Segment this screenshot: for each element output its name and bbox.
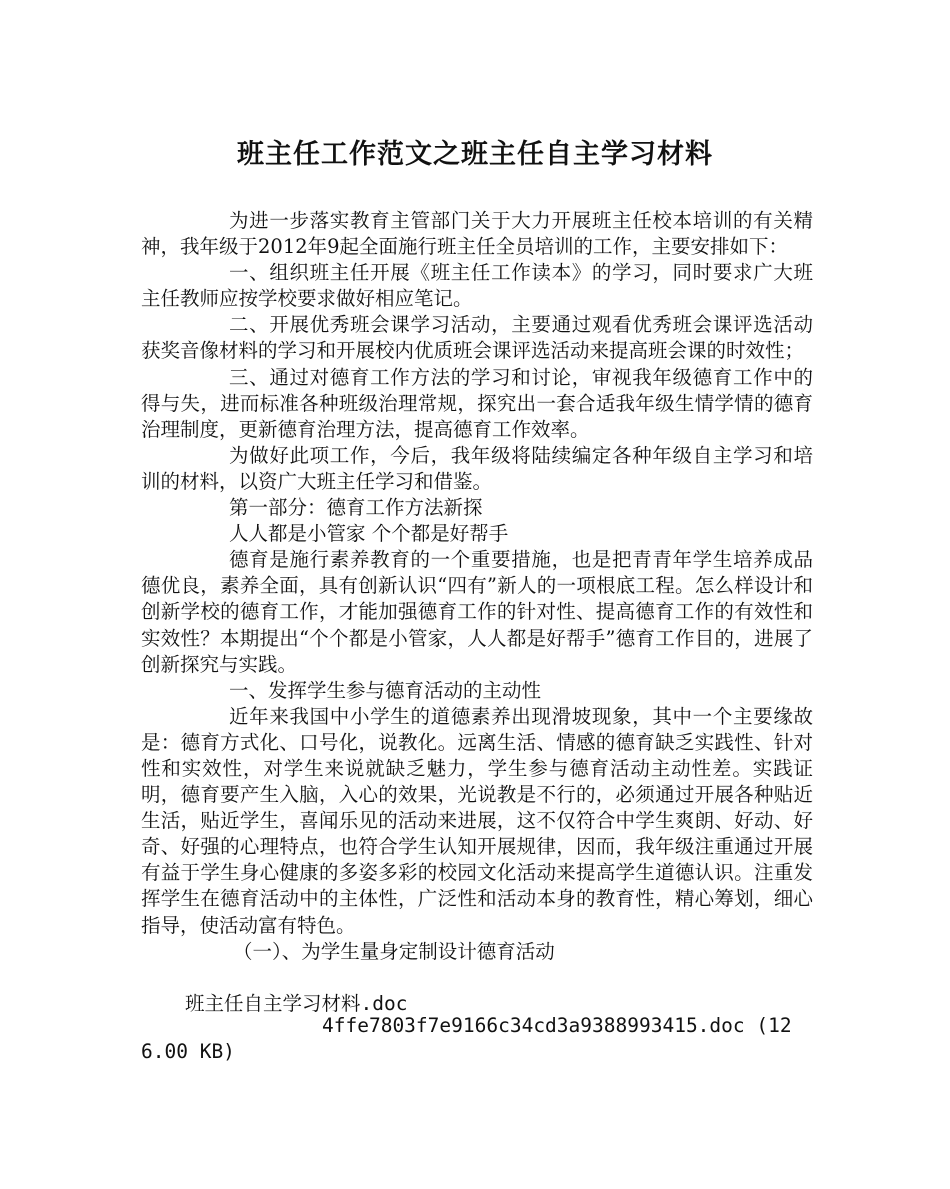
paragraph-item-3: 三、通过对德育工作方法的学习和讨论，审视我年级德育工作中的得与失，进而标准各种班级治理常规，探究出一套合适我年级生情学情的德育治理制度，更新德育治理方法，提高德育工作效率。: [141, 365, 813, 441]
paragraph-intro: 为进一步落实教育主管部门关于大力开展班主任校本培训的有关精神，我年级于2012年9起全面施行班主任全员培训的工作，主要安排如下：: [141, 209, 813, 259]
section-subtitle: 人人都是小管家 个个都是好帮手: [229, 522, 509, 546]
section-heading: 第一部分：德育工作方法新探: [229, 496, 483, 520]
paragraph-recent-years: 近年来我国中小学生的道德素养出现滑坡现象，其中一个主要缘故是：德育方式化、口号化，说教化。远离生活、情感的德育缺乏实践性、针对性和实效性，对学生来说就缺乏魅力，学生参与德育活动主动性差。实践证明，德育要产生入脑，入心的效果，光说教是不行的，必须通过开展各种贴近生活，贴近学生，喜闻乐见的活动来进展，这不仅符合中学生爽朗、好动、好奇、好强的心理特点，也符合学生认知开展规律，因而，我年级注重通过开展有益于学生身心健康的多姿多彩的校园文化活动来提高学生道德认识。注重发挥学生在德育活动中的主体性，广泛性和活动本身的教育性，精心筹划，细心指导，使活动富有特色。: [141, 704, 813, 937]
attachment-name[interactable]: 班主任自主学习材料.doc: [185, 992, 408, 1015]
paragraph-plan: 为做好此项工作，今后，我年级将陆续编定各种年级自主学习和培训的材料，以资广大班主任学习和借鉴。: [141, 443, 813, 493]
attachment-file-link[interactable]: 4ffe7803f7e9166c34cd3a9388993415.doc (126.00 KB): [141, 1014, 792, 1063]
paragraph-moral-education: 德育是施行素养教育的一个重要措施，也是把青青年学生培养成品德优良，素养全面，具有创新认识“四有”新人的一项根底工程。怎么样设计和创新学校的德育工作，才能加强德育工作的针对性、提高德育工作的有效性和实效性？本期提出“个个都是小管家，人人都是好帮手”德育工作目的，进展了创新探究与实践。: [141, 548, 813, 676]
paragraph-item-2: 二、开展优秀班会课学习活动，主要通过观看优秀班会课评选活动获奖音像材料的学习和开展校内优质班会课评选活动来提高班会课的时效性；: [141, 313, 813, 363]
document-body: [141, 208, 813, 965]
document-title: 班主任工作范文之班主任自主学习材料: [237, 139, 713, 170]
paragraph-item-1: 一、组织班主任开展《班主任工作读本》的学习，同时要求广大班主任教师应按学校要求做好相应笔记。: [141, 261, 813, 311]
subsection-heading: 一、发挥学生参与德育活动的主动性: [229, 678, 542, 702]
subsection-item-heading: （一）、为学生量身定制设计德育活动: [233, 939, 555, 963]
